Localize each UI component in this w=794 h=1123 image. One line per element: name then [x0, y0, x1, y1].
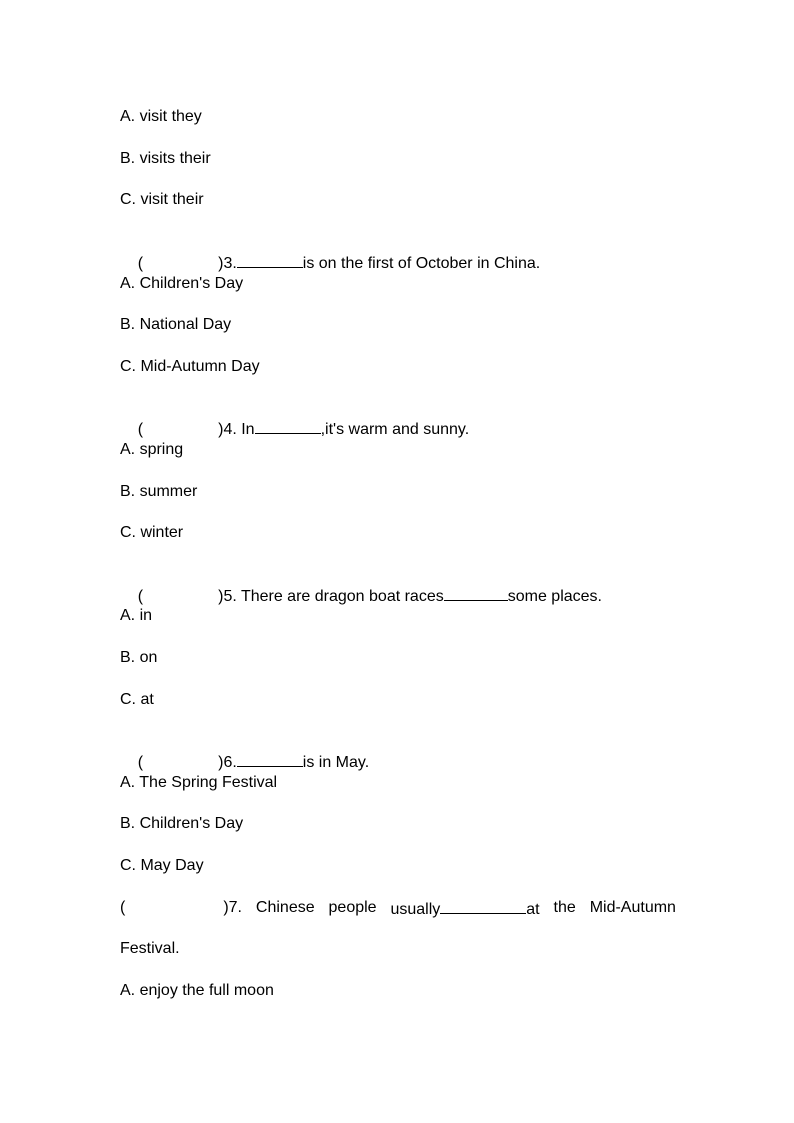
q5-text: some places.	[507, 588, 602, 605]
q7-number: )7.	[223, 899, 242, 916]
q7-word-usually-group	[390, 898, 539, 920]
q6-paren-open: (	[137, 754, 144, 771]
q7-word-chinese: Chinese	[255, 899, 315, 916]
q7-word-usually: usually	[390, 901, 441, 918]
q5-option-a: A. in	[120, 607, 153, 624]
q5-paren-open: (	[137, 588, 144, 605]
q7-stem	[120, 898, 676, 920]
q4-text: ,it's warm and sunny.	[320, 421, 470, 438]
q3-option-a: A. Children's Day	[120, 275, 244, 292]
q7-paren-open: (	[120, 899, 126, 916]
q2-option-a: A. visit they	[120, 108, 202, 125]
q5-blank[interactable]	[444, 585, 508, 601]
q6-option-b: B. Children's Day	[120, 815, 244, 832]
q4-blank[interactable]	[255, 418, 321, 434]
q7-blank[interactable]	[440, 898, 526, 914]
q2-option-c: C. visit their	[120, 191, 204, 208]
q7-word-people: people	[328, 899, 377, 916]
q7-paren-group	[120, 898, 242, 920]
q3-option-b: B. National Day	[120, 316, 232, 333]
q4-number: )4. In	[218, 421, 255, 438]
q6-number: )6.	[218, 754, 237, 771]
q4-option-b: B. summer	[120, 483, 198, 500]
q5-number: )5. There are dragon boat races	[218, 588, 444, 605]
q4-option-c: C. winter	[120, 524, 184, 541]
q5-option-c: C. at	[120, 691, 154, 708]
q7-option-a: A. enjoy the full moon	[120, 982, 274, 999]
q3-number: )3.	[218, 255, 237, 272]
q3-option-c: C. Mid-Autumn Day	[120, 358, 260, 375]
q6-option-c: C. May Day	[120, 857, 204, 874]
q4-paren-open: (	[137, 421, 144, 438]
q6-blank[interactable]	[237, 751, 303, 767]
q7-word-the: the	[553, 899, 576, 916]
q5-option-b: B. on	[120, 649, 158, 666]
q7-word-mid-autumn: Mid-Autumn	[589, 899, 676, 916]
q5-stem	[120, 565, 602, 627]
q6-text: is in May.	[302, 754, 370, 771]
q7-stem-continued: Festival.	[120, 940, 180, 957]
q3-blank[interactable]	[237, 252, 303, 268]
q7-word-at: at	[526, 901, 540, 918]
q3-text: is on the first of October in China.	[302, 255, 541, 272]
q3-paren-open: (	[137, 255, 144, 272]
q4-option-a: A. spring	[120, 441, 184, 458]
q6-option-a: A. The Spring Festival	[120, 774, 278, 791]
q2-option-b: B. visits their	[120, 150, 211, 167]
